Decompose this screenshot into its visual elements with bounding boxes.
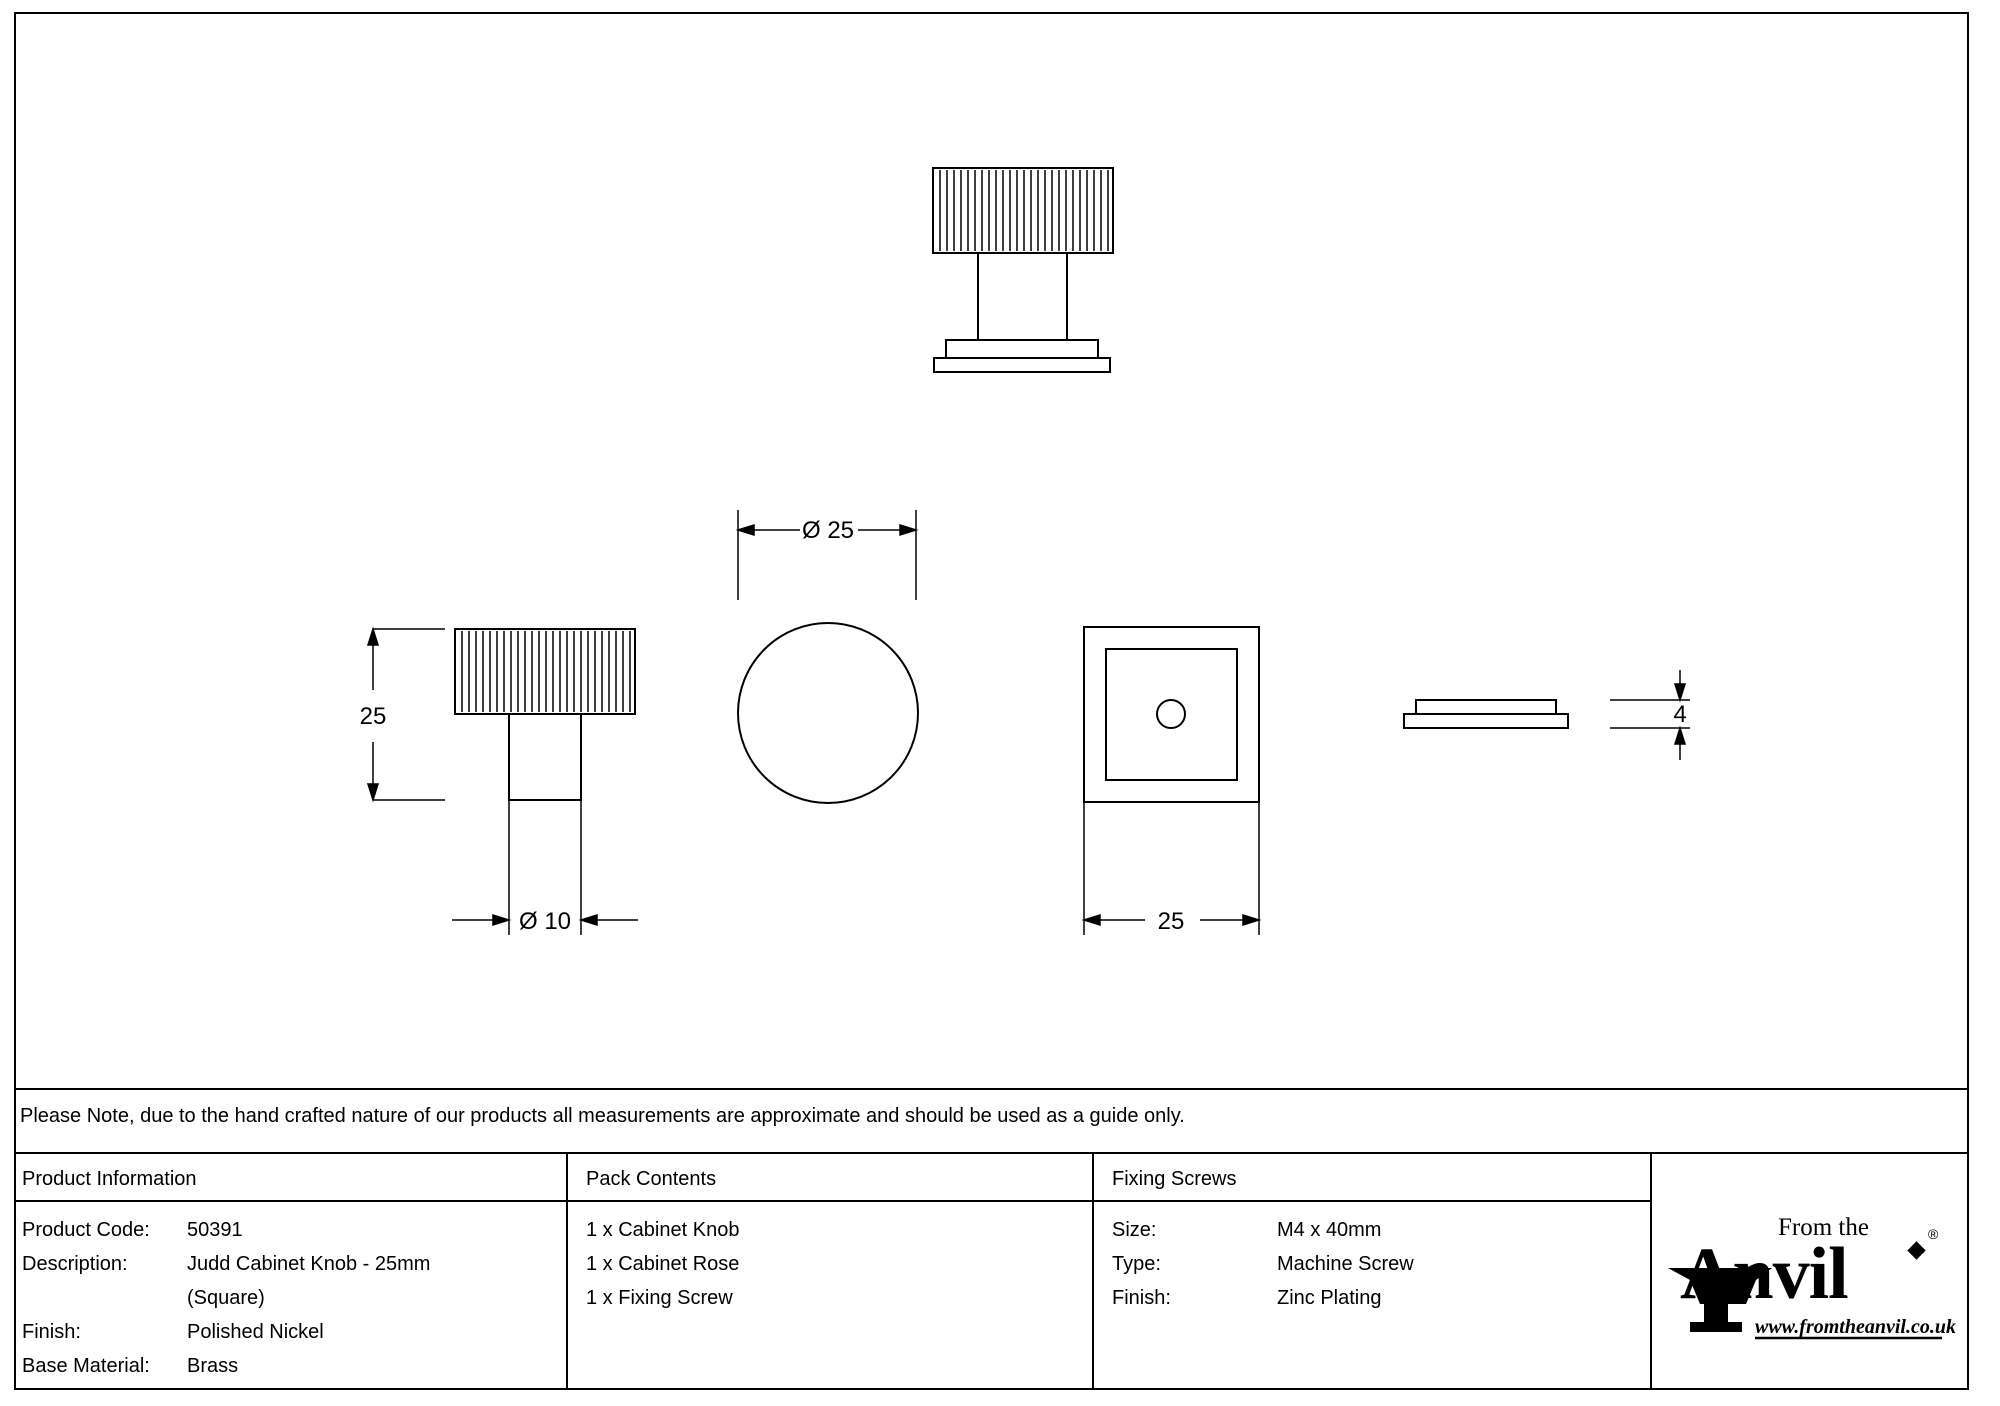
rose-side-view (1404, 700, 1568, 728)
table-divider-header (14, 1200, 1650, 1202)
table-divider-note (14, 1152, 1969, 1154)
row-product-code (22, 1219, 243, 1242)
header-fixing-screws: Fixing Screws (1112, 1168, 1237, 1190)
row-screw-size (1112, 1219, 1381, 1242)
value-screw-finish: Zinc Plating (1277, 1287, 1382, 1309)
row-screw-finish (1112, 1287, 1382, 1310)
row-screw-type (1112, 1253, 1414, 1276)
logo-name: Anvil (1680, 1233, 1848, 1315)
label-product-code: Product Code: (22, 1219, 150, 1241)
value-base-material: Brass (187, 1355, 239, 1377)
label-screw-finish: Finish: (1112, 1287, 1171, 1309)
label-screw-size: Size: (1112, 1219, 1157, 1241)
value-screw-type: Machine Screw (1277, 1253, 1414, 1275)
table-col-divider-3 (1650, 1152, 1652, 1390)
row-base-material (22, 1355, 238, 1378)
label-screw-type: Type: (1112, 1253, 1161, 1275)
row-description (22, 1253, 430, 1276)
company-logo (1660, 1208, 1956, 1358)
pack-item-1: 1 x Cabinet Knob (586, 1219, 740, 1241)
pack-item-3: 1 x Fixing Screw (586, 1287, 733, 1309)
label-base-material: Base Material: (22, 1355, 150, 1377)
header-product-information: Product Information (22, 1168, 197, 1190)
label-finish: Finish: (22, 1321, 81, 1343)
registered-mark: ® (1928, 1226, 1939, 1242)
table-divider-top (14, 1088, 1969, 1090)
dimension-label-height-25: 25 (359, 703, 387, 730)
header-pack-contents: Pack Contents (586, 1168, 717, 1190)
dimension-label-rose-thickness-4: 4 (1673, 701, 1687, 728)
label-description: Description: (22, 1253, 128, 1275)
table-col-divider-2 (1092, 1152, 1094, 1390)
value-product-code: 50391 (187, 1219, 243, 1241)
value-screw-size: M4 x 40mm (1277, 1219, 1382, 1241)
top-elevation-view (933, 168, 1113, 372)
logo-from-the: From the (1778, 1214, 1869, 1241)
dimension-label-rose-width-25: 25 (1157, 908, 1185, 935)
pack-item-2: 1 x Cabinet Rose (586, 1253, 740, 1275)
dimension-label-diameter-25: Ø 25 (801, 517, 855, 544)
side-elevation-view (455, 629, 635, 800)
row-finish (22, 1321, 324, 1344)
row-description-continued (22, 1287, 265, 1310)
value-description: Judd Cabinet Knob - 25mm (187, 1253, 431, 1275)
value-finish: Polished Nickel (187, 1321, 324, 1343)
plan-circle-view (738, 623, 918, 803)
dimension-label-stem-10: Ø 10 (518, 908, 572, 935)
table-col-divider-1 (566, 1152, 568, 1390)
value-description-continued: (Square) (187, 1287, 265, 1309)
square-rose-plan-view (1084, 627, 1259, 802)
measurement-note: Please Note, due to the hand crafted nature of our products all measurements are approximate and should be used as a guide only. (20, 1105, 1185, 1127)
logo-url: www.fromtheanvil.co.uk (1755, 1316, 1956, 1338)
